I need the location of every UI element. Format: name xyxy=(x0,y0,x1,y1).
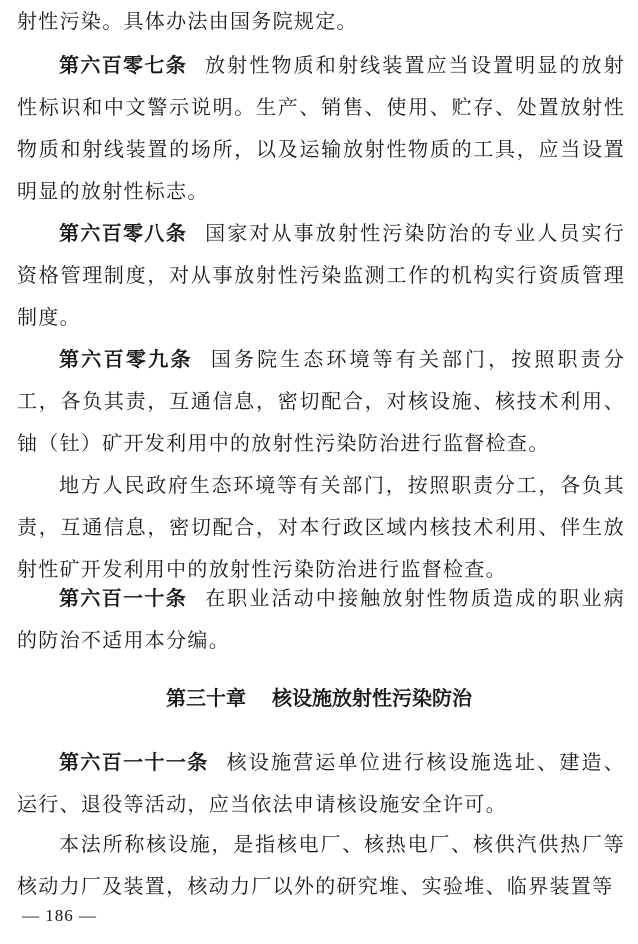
article-number: 第六百一十条 xyxy=(59,586,188,610)
article-text: 国务院生态环境等有关部门，按照职责分工，各负其责，互通信息，密切配合，对核设施、核技术利用、铀（钍）矿开发利用中的放射性污染防治进行监督检查。 xyxy=(17,347,626,455)
article-text: 国家对从事放射性污染防治的专业人员实行资格管理制度，对从事放射性污染监测工作的机构实行资质管理制度。 xyxy=(17,221,626,329)
chapter-number: 第三十章 xyxy=(166,686,246,710)
paragraph-text: 本法所称核设施，是指核电厂、核热电厂、核供汽供热厂等核动力厂及装置，核动力厂以外的研究堆、实验堆、临界装置等 xyxy=(17,832,625,898)
article-609-paragraph-2 xyxy=(17,464,625,590)
chapter-heading xyxy=(0,677,638,719)
article-number: 第六百零八条 xyxy=(59,221,188,245)
article-609 xyxy=(17,338,625,464)
article-607 xyxy=(17,44,625,212)
article-610 xyxy=(17,577,625,661)
article-text: 核设施营运单位进行核设施选址、建造、运行、退役等活动，应当依法申请核设施安全许可。 xyxy=(17,750,625,816)
paragraph-continuation xyxy=(17,0,625,42)
chapter-title: 核设施放射性污染防治 xyxy=(272,686,472,710)
page-number: — 186 — xyxy=(22,906,97,925)
article-number: 第六百零七条 xyxy=(59,53,188,77)
article-text: 放射性物质和射线装置应当设置明显的放射性标识和中文警示说明。生产、销售、使用、贮存、处置放射性物质和射线装置的场所，以及运输放射性物质的工具，应当设置明显的放射性标志。 xyxy=(17,53,626,203)
article-608 xyxy=(17,212,625,338)
article-number: 第六百零九条 xyxy=(59,347,193,371)
article-611 xyxy=(17,741,625,825)
article-text: 在职业活动中接触放射性物质造成的职业病的防治不适用本分编。 xyxy=(17,586,626,652)
article-number: 第六百一十一条 xyxy=(59,750,209,774)
paragraph-text: 射性污染。具体办法由国务院规定。 xyxy=(17,9,358,33)
article-611-paragraph-2 xyxy=(17,823,625,907)
paragraph-text: 地方人民政府生态环境等有关部门，按照职责分工，各负其责，互通信息，密切配合，对本行政区域内核技术利用、伴生放射性矿开发利用中的放射性污染防治进行监督检查。 xyxy=(17,473,625,581)
